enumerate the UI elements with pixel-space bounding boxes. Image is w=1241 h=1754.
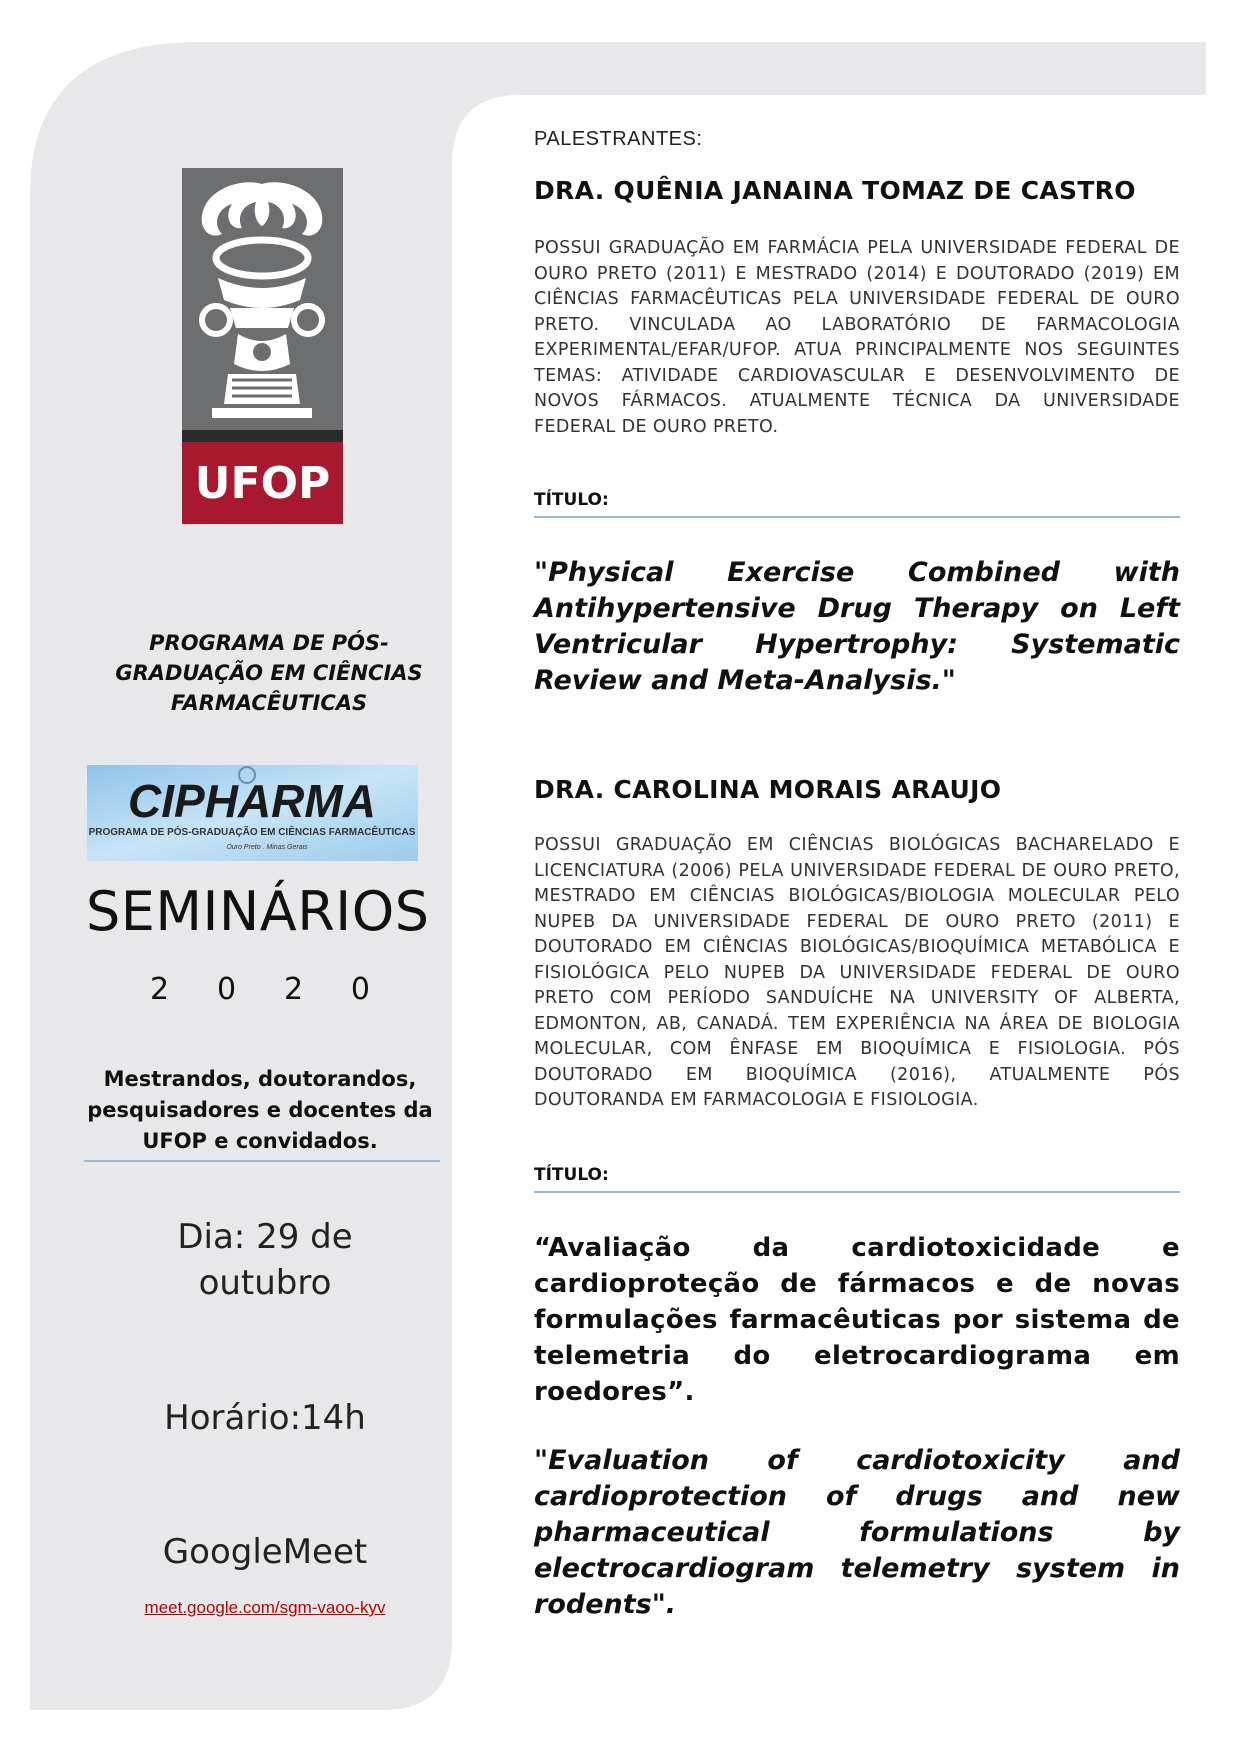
year-digit: 2	[283, 972, 304, 1007]
speaker1-bio: POSSUI GRADUAÇÃO EM FARMÁCIA PELA UNIVERSIDADE FEDERAL DE OURO PRETO (2011) E MESTRADO (2014) E DOUTORADO (2019) EM CIÊNCIAS FARMACÊUTICAS PELA UNIVERSIDADE FEDERAL DE OURO PRETO. VINCULADA AO LABORATÓRIO DE FARMACOLOGIA EXPERIMENTAL/EFAR/UFOP. ATUA PRINCIPALMENTE NOS SEGUINTES TEMAS: ATIVIDADE CARDIOVASCULAR E DESENVOLVIMENTO DE NOVOS FÁRMACOS. ATUALMENTE TÉCNICA DA UNIVERSIDADE FEDERAL DE OURO PRETO.	[534, 238, 1180, 437]
event-year	[150, 972, 370, 1007]
speaker1-talk-title: "Physical Exercise Combined with Antihypertensive Drug Therapy on Left Ventricular Hypertrophy: Systematic Review and Meta-Analysis."	[534, 557, 1180, 696]
ufop-logo	[182, 168, 343, 524]
speaker1-name: DRA. QUÊNIA JANAINA TOMAZ DE CASTRO	[534, 176, 1136, 205]
cipharma-location: Ouro Preto . Minas Gerais	[226, 844, 308, 851]
date-line: Dia: 29 de	[177, 1217, 353, 1257]
divider	[84, 1160, 440, 1162]
speaker1-title-label: TÍTULO:	[534, 490, 609, 510]
cipharma-subtitle: PROGRAMA DE PÓS-GRADUAÇÃO EM CIÊNCIAS FARMACÊUTICAS	[88, 827, 416, 838]
ufop-logo-text: UFOP	[194, 458, 331, 509]
event-time: Horário:14h	[164, 1398, 366, 1438]
event-date	[150, 1214, 380, 1306]
date-line: outubro	[198, 1263, 332, 1303]
speaker2-bio: POSSUI GRADUAÇÃO EM CIÊNCIAS BIOLÓGICAS BACHARELADO E LICENCIATURA (2006) PELA UNIVERSIDADE FEDERAL DE OURO PRETO, MESTRADO EM CIÊNCIAS BIOLÓGICAS/BIOLOGIA MOLECULAR PELO NUPEB DA UNIVERSIDADE FEDERAL DE OURO PRETO (2011) E DOUTORADO EM CIÊNCIAS BIOLÓGICAS/BIOQUÍMICA METABÓLICA E FISIOLÓGICA PELO NUPEB DA UNIVERSIDADE FEDERAL DE OURO PRETO COM PERÍODO SANDUÍCHE NA UNIVERSITY OF ALBERTA, EDMONTON, AB, CANADÁ. TEM EXPERIÊNCIA NA ÁREA DE BIOLOGIA MOLECULAR, COM ÊNFASE EM BIOQUÍMICA E FISIOLOGIA. PÓS DOUTORADO EM BIOQUÍMICA (2016), ATUALMENTE PÓS DOUTORANDA EM FARMACOLOGIA E FISIOLOGIA.	[534, 835, 1180, 1110]
speaker2-title-label: TÍTULO:	[534, 1165, 609, 1185]
year-digit: 0	[216, 972, 237, 1007]
event-platform: GoogleMeet	[162, 1532, 368, 1572]
year-digit: 0	[350, 972, 370, 1007]
year-digit: 2	[150, 972, 170, 1007]
event-title: SEMINÁRIOS	[86, 880, 430, 943]
cipharma-logo	[87, 765, 418, 861]
cipharma-title: CIPHARMA	[128, 775, 376, 827]
speaker2-name: DRA. CAROLINA MORAIS ARAUJO	[534, 775, 1002, 804]
speaker2-talk-title-pt: “Avaliação da cardiotoxicidade e cardioproteção de fármacos e de novas formulações farmacêuticas por sistema de telemetria do eletrocardiograma em roedores”.	[534, 1233, 1180, 1407]
meet-link[interactable]: meet.google.com/sgm-vaoo-kyv	[144, 1598, 386, 1617]
speaker2-talk-title-en: "Evaluation of cardiotoxicity and cardioprotection of drugs and new pharmaceutical formulations by electrocardiogram telemetry system in rodents".	[534, 1445, 1180, 1620]
program-name: PROGRAMA DE PÓS-GRADUAÇÃO EM CIÊNCIAS FARMACÊUTICAS	[115, 631, 423, 715]
divider	[534, 1191, 1180, 1193]
audience-text: Mestrandos, doutorandos, pesquisadores e docentes da UFOP e convidados.	[87, 1067, 433, 1153]
divider	[534, 516, 1180, 518]
speakers-label: PALESTRANTES:	[534, 128, 703, 150]
